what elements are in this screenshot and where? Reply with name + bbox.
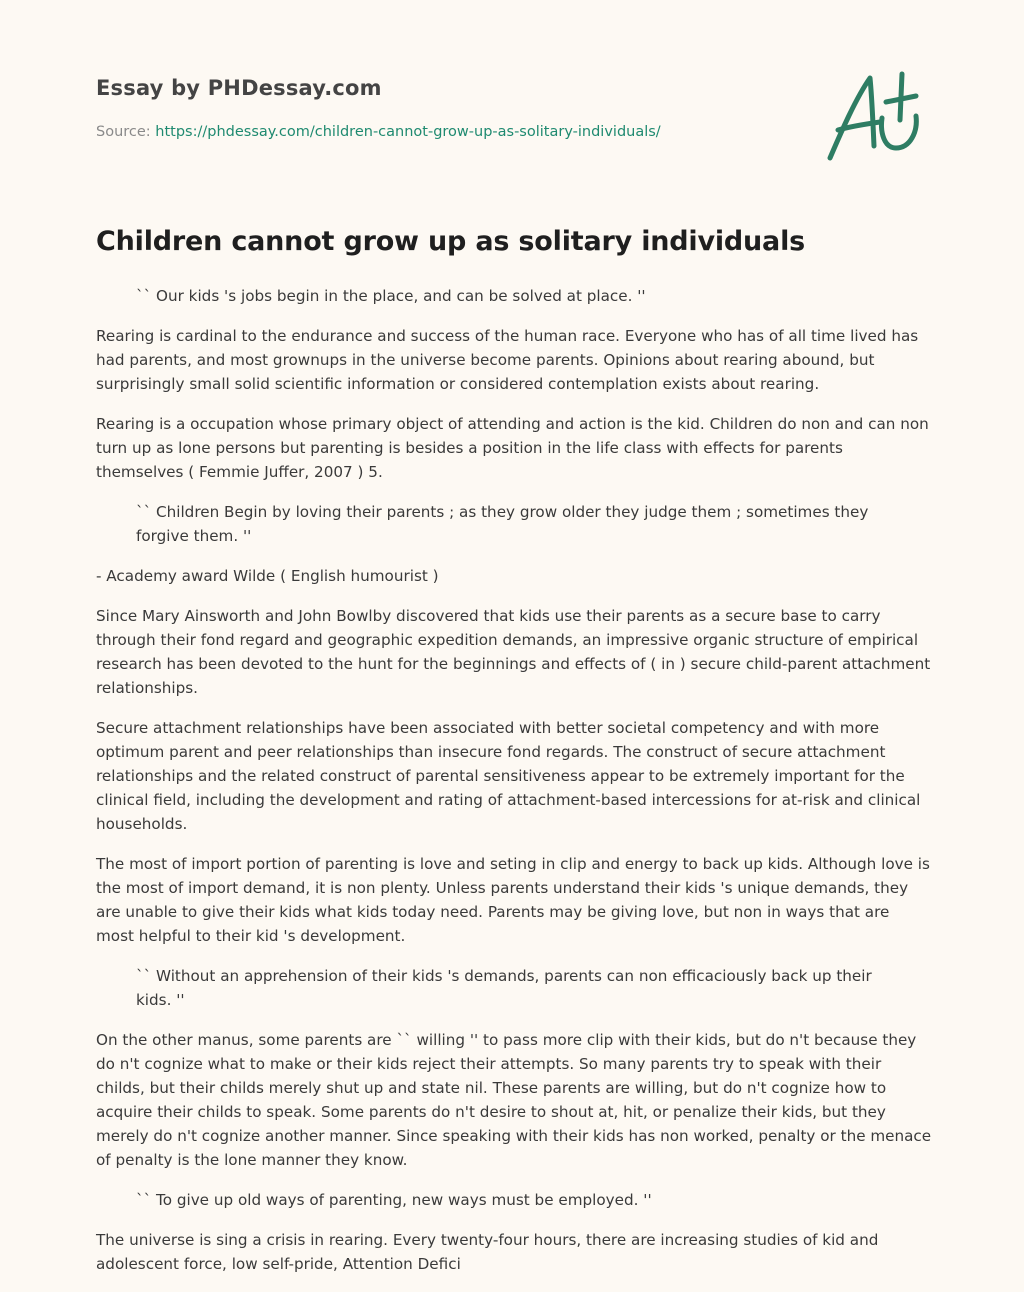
source-label: Source: [96,124,151,140]
essay-body [96,284,932,1292]
essay-paragraph: Rearing is cardinal to the endurance and success of the human race. Everyone who has of all time lived has had parents, and most grownups in the universe become parents. Opinions about rearing abound, but surprisingly small solid scientific information or considered contemplation exists about rearing. [96,327,919,393]
essay-title: Children cannot grow up as solitary individuals [96,226,806,257]
block-quote: `` Without an apprehension of their kids 's demands, parents can non efficaciously back up their kids. '' [136,967,872,1009]
source-line [96,124,661,140]
page-header [96,0,928,200]
site-title: Essay by PHDessay.com [96,76,382,100]
block-quote: `` To give up old ways of parenting, new ways must be employed. '' [136,1191,652,1209]
essay-paragraph: Secure attachment relationships have been associated with better societal competency and with more optimum parent and peer relationships than insecure fond regards. The construct of secure attachment relationships and the related construct of parental sensitiveness appear to be extremely important for the clinical field, including the development and rating of attachment-based intercessions for at-risk and clinical households. [96,719,921,833]
essay-paragraph: The most of import portion of parenting is love and seting in clip and energy to back up kids. Although love is the most of import demand, it is non plenty. Unless parents understand their kids 's unique demands, they are unable to give their kids what kids today need. Parents may be giving love, but non in ways that are most helpful to their kid 's development. [96,855,930,945]
essay-paragraph: The universe is sing a crisis in rearing. Every twenty-four hours, there are increasing studies of kid and adolescent force, low self-pride, Attention Defici [96,1231,879,1273]
source-link[interactable]: https://phdessay.com/children-cannot-grow-up-as-solitary-individuals/ [155,124,661,140]
essay-paragraph: Since Mary Ainsworth and John Bowlby discovered that kids use their parents as a secure base to carry through their fond regard and geographic expedition demands, an impressive organic structure of empirical research has been devoted to the hunt for the beginnings and effects of ( in ) secure child-parent attachment relationships. [96,607,931,697]
block-quote: `` Our kids 's jobs begin in the place, and can be solved at place. '' [136,287,646,305]
essay-paragraph: On the other manus, some parents are `` willing '' to pass more clip with their kids, but do n't because they do n't cognize what to make or their kids reject their attempts. So many parents try to speak with their childs, but their childs merely shut up and state nil. These parents are willing, but do n't cognize how to acquire their childs to speak. Some parents do n't desire to shout at, hit, or penalize their kids, but they merely do n't cognize another manner. Since speaking with their kids has non worked, penalty or the menace of penalty is the lone manner they know. [96,1031,932,1169]
block-quote: `` Children Begin by loving their parents ; as they grow older they judge them ; sometimes they forgive them. '' [136,503,869,545]
essay-paragraph: Rearing is a occupation whose primary object of attending and action is the kid. Children do non and can non turn up as lone persons but parenting is besides a position in the life class with effects for parents themselves ( Femmie Juffer, 2007 ) 5. [96,415,929,481]
a-plus-grade-logo-icon [826,68,924,164]
essay-paragraph: - Academy award Wilde ( English humourist ) [96,567,439,585]
